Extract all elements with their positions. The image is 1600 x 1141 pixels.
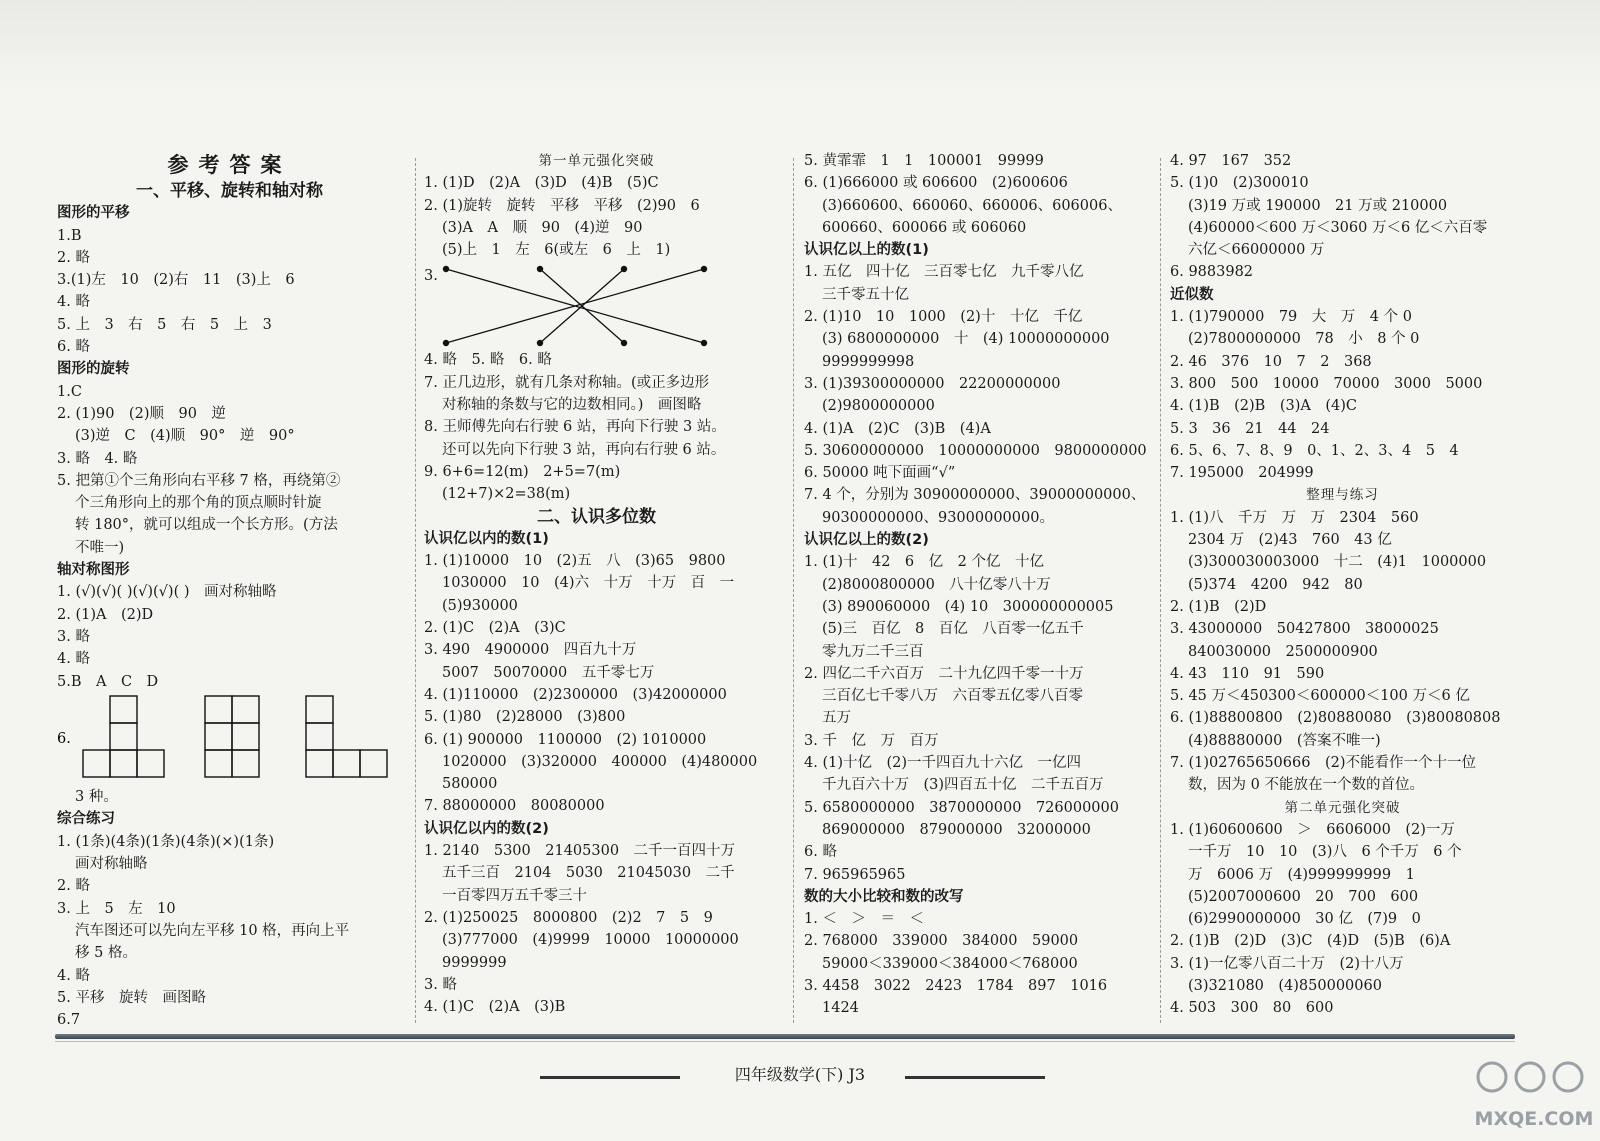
scan-top-band — [0, 0, 1600, 92]
answer-line: 7. 195000 204999 — [1170, 465, 1314, 482]
subsection-heading: 认识亿以内的数(2) — [424, 820, 549, 837]
answer-line-continued: (3)777000 (4)9999 10000 10000000 — [442, 932, 739, 949]
answer-line: 6. 略 — [57, 339, 90, 356]
column-4 — [1170, 150, 1515, 1020]
answer-line: 3. 略 — [57, 628, 90, 645]
page-title: 参考答案 — [167, 153, 292, 177]
subsection-heading: 数的大小比较和数的改写 — [804, 888, 964, 905]
answer-line: 2. (1)10 10 1000 (2)十 十亿 千亿 — [804, 309, 1083, 326]
answer-line: 5. 3 36 21 44 24 — [1170, 420, 1330, 437]
figure-cell — [110, 750, 137, 777]
unit-heading: 整理与练习 — [1306, 487, 1379, 504]
subsection-heading: 认识亿以上的数(1) — [804, 242, 929, 259]
answer-line: 3. 千 亿 万 百万 — [804, 732, 939, 749]
answer-line-continued: (2)9800000000 — [822, 398, 935, 415]
answer-line: 1. (√)(√)( )(√)(√)( ) 画对称轴略 — [57, 584, 277, 601]
answer-line: 4. 略 — [57, 651, 90, 668]
answer-line: 6. (1) 900000 1100000 (2) 1010000 — [424, 731, 707, 748]
matching-lines-figure — [424, 261, 769, 349]
answer-line: 1. (1)10000 10 (2)五 八 (3)65 9800 — [424, 553, 726, 570]
answer-line-continued: 3 种。 — [75, 789, 118, 806]
subsection-heading: 图形的旋转 — [57, 361, 130, 378]
answer-line-continued: 数，因为 0 不能放在一个数的首位。 — [1188, 777, 1424, 794]
answer-line: 3. 上 5 左 10 — [57, 900, 176, 917]
answer-line-continued: 5007 50070000 五千零七万 — [442, 664, 655, 681]
answer-line-continued: 五千三百 2104 5030 21045030 二千 — [442, 865, 735, 882]
figure-cell — [360, 750, 387, 777]
section-heading: 二、认识多位数 — [537, 506, 656, 527]
answer-line-continued: (3)300030003000 十二 (4)1 1000000 — [1188, 554, 1487, 571]
column-divider — [793, 158, 794, 1023]
footer-left-rule — [540, 1076, 680, 1079]
answer-line: 6. 略 — [804, 844, 837, 861]
column-divider — [415, 158, 416, 1023]
answer-line-continued: 580000 — [442, 776, 498, 793]
answer-line-continued: (5)930000 — [442, 597, 518, 614]
answer-line: 2. 768000 339000 384000 59000 — [804, 933, 1079, 950]
answer-line: 4. 略 — [57, 294, 90, 311]
answer-line: 5. 上 3 右 5 右 5 上 3 — [57, 316, 272, 333]
answer-line: 7. 965965965 — [804, 866, 906, 883]
answer-line-continued: 六亿＜66000000 万 — [1188, 242, 1325, 259]
item-number: 6. — [57, 730, 71, 747]
answer-line: 3. 略 4. 略 — [57, 450, 138, 467]
footer-rule — [55, 1034, 1515, 1039]
shape-figures — [57, 693, 397, 779]
figure-cell — [205, 723, 232, 750]
shape-figures-row — [57, 693, 402, 786]
answer-line-continued: (5)2007000600 20 700 600 — [1188, 888, 1419, 905]
answer-line: 5. 45 万＜450300＜600000＜100 万＜6 亿 — [1170, 688, 1470, 705]
answer-line-continued: (3)321080 (4)850000060 — [1188, 977, 1382, 994]
answer-line: 2. (1)A (2)D — [57, 606, 154, 623]
answer-line: 5.B A C D — [57, 673, 159, 690]
answer-line: 3. (1)一亿零八百二十万 (2)十八万 — [1170, 955, 1404, 972]
answer-line-continued: 840030000 2500000900 — [1188, 643, 1378, 660]
answer-line: 7. (1)02765650666 (2)不能看作一个十一位 — [1170, 755, 1477, 772]
matching-dot — [621, 340, 627, 346]
footer-rule-thin — [55, 1041, 1515, 1042]
answer-line: 2. 略 — [57, 878, 90, 895]
figure-cell — [232, 750, 259, 777]
answer-line: 4. (1)A (2)C (3)B (4)A — [804, 420, 991, 437]
answer-line: 4. 略 — [57, 967, 90, 984]
answer-line-continued: (2)8000800000 八十亿零八十万 — [822, 576, 1051, 593]
answer-line: 2. (1)250025 8000800 (2)2 7 5 9 — [424, 909, 713, 926]
column-3 — [804, 150, 1149, 1020]
answer-line: 4. 43 110 91 590 — [1170, 665, 1325, 682]
unit-heading: 第一单元强化突破 — [538, 153, 655, 169]
answer-line-continued: 三百亿七千零八万 六百零五亿零八百零 — [822, 688, 1083, 705]
answer-line: 5. 黄霏霏 1 1 100001 99999 — [804, 153, 1044, 169]
watermark-logo — [1462, 1055, 1600, 1137]
answer-line: 1. (1)D (2)A (3)D (4)B (5)C — [424, 175, 659, 192]
figure-cell — [83, 750, 110, 777]
answer-line: 4. 503 300 80 600 — [1170, 1000, 1334, 1017]
answer-line: 2. 四亿二千六百万 二十九亿四千零一十万 — [804, 665, 1084, 682]
answer-line-continued: (3)逆 C (4)顺 90° 逆 90° — [75, 428, 295, 445]
answer-line-continued: 移 5 格。 — [75, 945, 137, 962]
answer-line-continued: 1030000 10 (4)六 十万 十万 百 一 — [442, 575, 735, 592]
answer-line: 7. 88000000 80080000 — [424, 798, 605, 815]
answer-line: 8. 王师傅先向右行驶 6 站，再向下行驶 3 站。 — [424, 419, 726, 436]
answer-line-continued: (3)A A 顺 90 (4)逆 90 — [442, 219, 643, 236]
answer-line-continued: (3)660600、660060、660006、606006、 — [822, 197, 1122, 214]
answer-line: 5. 把第①个三角形向右平移 7 格，再绕第② — [57, 472, 341, 489]
answer-line: 1. 五亿 四十亿 三百零七亿 九千零八亿 — [804, 264, 1084, 281]
answer-line: 2. 46 376 10 7 2 368 — [1170, 353, 1372, 370]
answer-line-continued: 对称轴的条数与它的边数相同。) 画图略 — [442, 397, 702, 414]
answer-line: 1. ＜ ＞ ＝ ＜ — [804, 911, 924, 928]
column-1 — [57, 150, 402, 1031]
footer-right-rule — [905, 1076, 1045, 1079]
answer-line: 3. (1)39300000000 22200000000 — [804, 375, 1061, 392]
subsection-heading: 认识亿以上的数(2) — [804, 532, 929, 549]
answer-line: 2. (1)B (2)D — [1170, 598, 1267, 615]
net-figure-2 — [205, 696, 259, 777]
answer-line: 6. 9883982 — [1170, 264, 1254, 281]
answer-line: 3. 4458 3022 2423 1784 897 1016 — [804, 977, 1108, 994]
figure-cell — [232, 723, 259, 750]
answer-line: 6. (1)88800800 (2)80880080 (3)80080808 — [1170, 710, 1501, 727]
column-divider — [1160, 158, 1161, 1023]
figure-cell — [232, 696, 259, 723]
answer-line-continued: 五万 — [822, 710, 851, 727]
watermark-text: MXQE.COM — [1474, 1108, 1594, 1130]
matching-dot — [537, 340, 543, 346]
answer-line: 6. 50000 吨下面画“√” — [804, 465, 956, 482]
answer-line: 2. 略 — [57, 249, 90, 266]
answer-line: 4. (1)B (2)B (3)A (4)C — [1170, 398, 1357, 415]
answer-line: 3. 490 4900000 四百九十万 — [424, 642, 637, 659]
footer-page-label: 四年级数学(下) J3 — [734, 1065, 866, 1084]
answer-line: 3.(1)左 10 (2)右 11 (3)上 6 — [57, 272, 295, 289]
unit-heading: 第二单元强化突破 — [1284, 799, 1401, 816]
answer-line-continued: 869000000 879000000 32000000 — [822, 821, 1091, 838]
answer-line: 4. (1)110000 (2)2300000 (3)42000000 — [424, 686, 727, 703]
answer-line-continued: 600660、600066 或 606060 — [822, 219, 1027, 236]
figure-cell — [137, 750, 164, 777]
answer-line: 2. (1)B (2)D (3)C (4)D (5)B (6)A — [1170, 933, 1451, 950]
answer-line-continued: 千九百六十万 (3)四百五十亿 二千五百万 — [822, 777, 1104, 794]
answer-line: 5. (1)0 (2)300010 — [1170, 175, 1309, 192]
column-2 — [424, 150, 769, 1018]
matching-dot — [537, 266, 543, 272]
net-figure-1 — [83, 696, 164, 777]
answer-line-continued: 画对称轴略 — [75, 856, 148, 873]
answer-line-continued: (6)2990000000 30 亿 (7)9 0 — [1188, 911, 1421, 928]
figure-cell — [333, 750, 360, 777]
subsection-heading: 认识亿以内的数(1) — [424, 530, 549, 547]
answer-line-continued: 1424 — [822, 1000, 859, 1017]
answer-line-continued: 万 6006 万 (4)999999999 1 — [1188, 866, 1415, 883]
answer-line-continued: (12+7)×2=38(m) — [442, 486, 571, 503]
net-figure-3 — [306, 696, 387, 777]
answer-line: 7. 正几边形，就有几条对称轴。(或正多边形 — [424, 374, 710, 391]
matching-dot — [443, 266, 449, 272]
answer-line-continued: 不唯一) — [75, 539, 125, 556]
answer-line: 1.B — [57, 227, 82, 244]
answer-line: 4. 97 167 352 — [1170, 153, 1292, 169]
answer-line-continued: 一千万 10 10 (3)八 6 个千万 6 个 — [1188, 844, 1462, 861]
figure-cell — [205, 696, 232, 723]
answer-line: 9. 6+6=12(m) 2+5=7(m) — [424, 463, 621, 480]
subsection-heading: 综合练习 — [57, 811, 115, 828]
answer-line-continued: (3)19 万或 190000 21 万或 210000 — [1188, 197, 1448, 214]
answer-line: 6.7 — [57, 1012, 81, 1029]
figure-cell — [306, 723, 333, 750]
answer-line-continued: 9999999 — [442, 954, 507, 971]
figure-cell — [110, 723, 137, 750]
answer-line: 1. (1条)(4条)(1条)(4条)(×)(1条) — [57, 833, 275, 850]
answer-line: 3. 略 — [424, 976, 457, 993]
answer-line-continued: (4)88880000 (答案不唯一) — [1188, 732, 1381, 749]
answer-line: 1. 2140 5300 21405300 二千一百四十万 — [424, 843, 736, 860]
answer-line: 2. (1)C (2)A (3)C — [424, 620, 566, 637]
answer-line-continued: 90300000000、93000000000。 — [822, 509, 1054, 526]
answer-line: 4. 略 5. 略 6. 略 — [424, 352, 552, 369]
matching-dot — [621, 266, 627, 272]
answer-line-continued: (2)7800000000 78 小 8 个 0 — [1188, 331, 1420, 348]
answer-line: 4. (1)C (2)A (3)B — [424, 999, 566, 1016]
answer-line-continued: (5)三 百亿 8 百亿 八百零一亿五千 — [822, 621, 1084, 638]
figure-cell — [306, 696, 333, 723]
matching-dot — [701, 340, 707, 346]
answer-line: 5. 平移 旋转 画图略 — [57, 989, 206, 1006]
answer-line: 4. (1)十亿 (2)一千四百九十六亿 一亿四 — [804, 755, 1082, 772]
section-heading: 一、平移、旋转和轴对称 — [136, 181, 323, 201]
figure-cell — [306, 750, 333, 777]
answer-line: 5. (1)80 (2)28000 (3)800 — [424, 709, 626, 726]
subsection-heading: 近似数 — [1170, 286, 1214, 303]
answer-line-continued: 三千零五十亿 — [822, 286, 909, 303]
answer-line: 2. (1)90 (2)顺 90 逆 — [57, 405, 226, 422]
answer-line-continued: 59000＜339000＜384000＜768000 — [822, 955, 1078, 972]
figure-cell — [205, 750, 232, 777]
item-number: 3. — [424, 268, 438, 285]
subsection-heading: 轴对称图形 — [57, 562, 130, 579]
answer-line: 2. (1)旋转 旋转 平移 平移 (2)90 6 — [424, 197, 700, 214]
answer-line-continued: (5)374 4200 942 80 — [1188, 576, 1363, 593]
answer-line-continued: (3) 6800000000 十 (4) 10000000000 — [822, 331, 1110, 348]
answer-line-continued: 9999999998 — [822, 353, 915, 370]
answer-line: 1. (1)60600600 ＞ 6606000 (2)一万 — [1170, 821, 1455, 838]
answer-line-continued: 1020000 (3)320000 400000 (4)480000 — [442, 753, 758, 770]
matching-dot — [701, 266, 707, 272]
answer-line-continued: (4)60000＜600 万＜3060 万＜6 亿＜六百零 — [1188, 219, 1488, 236]
answer-line-continued: 2304 万 (2)43 760 43 亿 — [1188, 532, 1392, 549]
answer-line: 6. 5、6、7、8、9 0、1、2、3、4 5 4 — [1170, 442, 1459, 459]
matching-dot — [443, 340, 449, 346]
answer-line: 1. (1)八 千万 万 万 2304 560 — [1170, 509, 1419, 526]
answer-line-continued: 个三角形向上的那个角的顶点顺时针旋 — [75, 495, 322, 512]
answer-line: 3. 800 500 10000 70000 3000 5000 — [1170, 375, 1483, 392]
answer-line-continued: (5)上 1 左 6(或左 6 上 1) — [442, 242, 671, 259]
answer-line: 3. 43000000 50427800 38000025 — [1170, 621, 1439, 638]
answer-line: 7. 4 个，分别为 30900000000、39000000000、 — [804, 487, 1146, 504]
answer-line: 1.C — [57, 383, 82, 400]
answer-line-continued: 还可以先向下行驶 3 站，再向右行驶 6 站。 — [442, 441, 726, 458]
answer-line: 1. (1)790000 79 大 万 4 个 0 — [1170, 309, 1412, 326]
answer-line: 1. (1)十 42 6 亿 2 个亿 十亿 — [804, 554, 1044, 571]
subsection-heading: 图形的平移 — [57, 205, 130, 222]
figure-cell — [110, 696, 137, 723]
answer-line: 5. 30600000000 10000000000 9800000000 — [804, 442, 1147, 459]
answer-line-continued: (3) 890060000 (4) 10 300000000005 — [822, 598, 1114, 615]
answer-line-continued: 汽车图还可以先向左平移 10 格，再向上平 — [75, 922, 350, 939]
answer-line: 5. 6580000000 3870000000 726000000 — [804, 799, 1119, 816]
answer-line-continued: 零九万二千三百 — [822, 643, 924, 660]
answer-line-continued: 一百零四万五千零三十 — [442, 887, 587, 904]
answer-line: 6. (1)666000 或 606600 (2)600606 — [804, 175, 1068, 192]
answer-line-continued: 转 180°，就可以组成一个长方形。(方法 — [75, 517, 338, 534]
